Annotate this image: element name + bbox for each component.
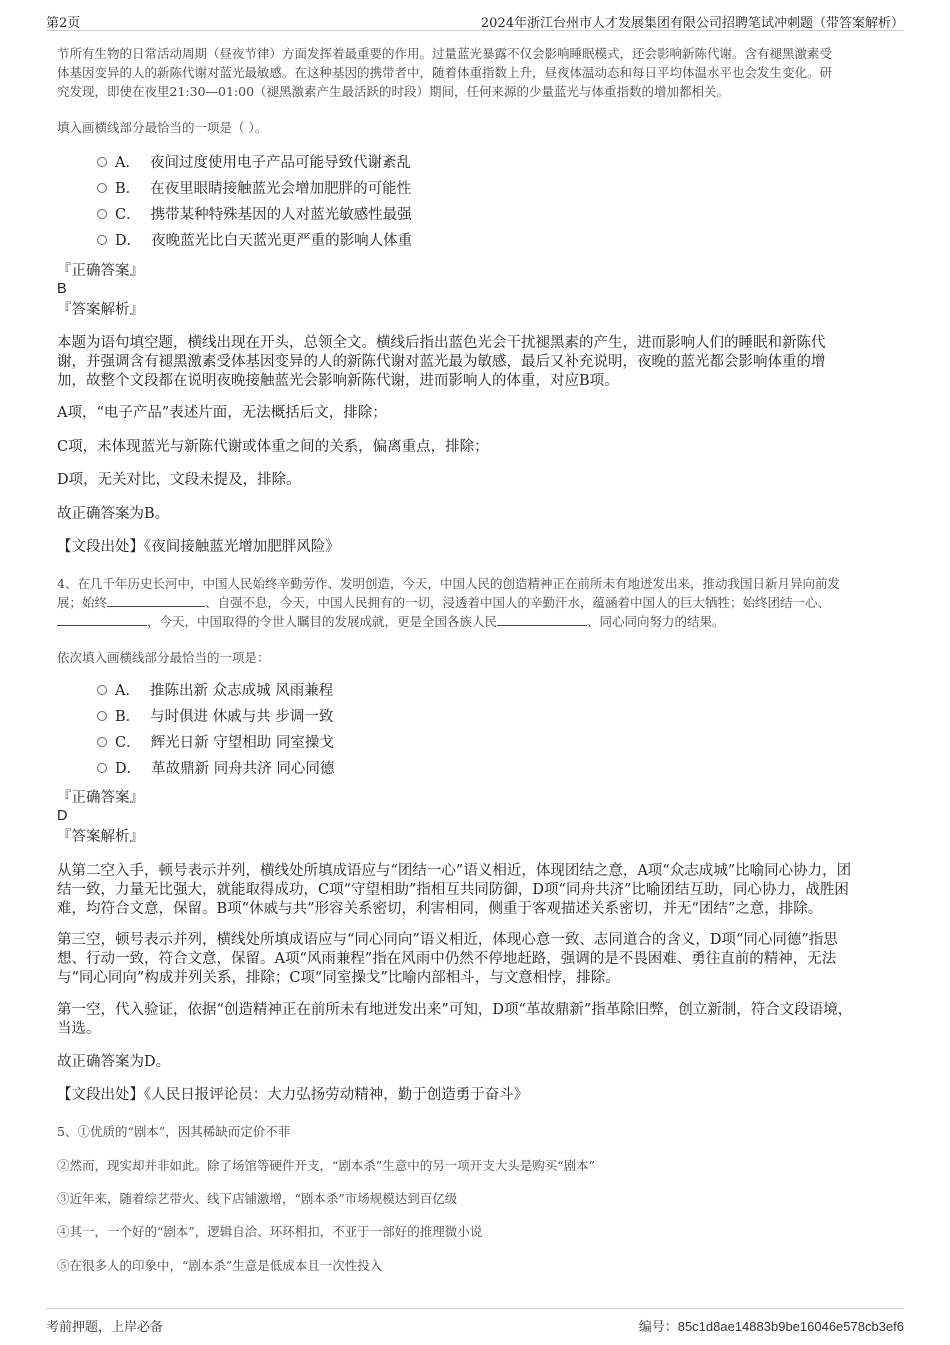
page-footer (46, 1308, 904, 1335)
q3-analysis: 本题为语句填空题，横线出现在开头，总领全文。横线后指出蓝色光会干扰褪黑素的产生，进而影响人们的睡眠和新陈代 谢，并强调含有褪黑激素受体基因变异的人的新陈代谢对蓝光最为敏感，最后又补充说明，夜晚的蓝光都会影响体重的增 加，故整个文段都在说明夜晚接触蓝光会影响新陈代谢，进而影响人的体重，对应B项。 (57, 335, 826, 389)
q4-analysis-p2: 第三空，顿号表示并列，横线处所填成语应与“同心同向”语义相近，体现心意一致、志同道合的含义，D项“同心同德”指思 想、行动一致，符合文意，保留。A项“风雨兼程”指在风雨中仍然不停地赶路，强调的是不畏困难、勇往直前的精神，无法 与“同心同向”构成并列关系，排除；C项“同室操戈”比喻内部相斗，与文意相悖，排除。 (57, 932, 838, 986)
q3-conclusion: 故正确答案为B。 (57, 506, 170, 522)
q3-option-c[interactable]: C． 携带某种特殊基因的人对蓝光敏感性最强 (97, 204, 412, 226)
document-title: 2024年浙江台州市人才发展集团有限公司招聘笔试冲刺题（带答案解析） (480, 16, 904, 31)
q4-stem: 4、在几千年历史长河中，中国人民始终辛勤劳作、发明创造，今天，中国人民的创造精神正在前所未有地迸发出来，推动我国日新月异向前发 展；始终 、自强不息，今天，中国人民拥有的一切，浸透着中国人的辛勤汗水，蕴涵着中国人的巨大牺牲；始终团结一心、 ，今天，中国取得的令世人瞩目的发展成就，更是全国各族人民 、同心同向努力的结果。 (57, 576, 840, 629)
q4-option-a[interactable]: A． 推陈出新 众志成城 风雨兼程 (97, 680, 334, 702)
radio-icon[interactable] (97, 685, 107, 695)
q3-answer: B (57, 281, 67, 297)
q4-analysis-label: 『答案解析』 (57, 829, 144, 845)
q5-item: ③近年来，随着综艺带火、线下店铺激增，“剧本杀”市场规模达到百亿级 (57, 1191, 458, 1206)
q3-option-d[interactable]: D． 夜晚蓝光比白天蓝光更严重的影响人体重 (97, 230, 412, 252)
radio-icon[interactable] (97, 763, 107, 773)
document-code: 编号：85c1d8ae14883b9be16046e578cb3ef6 (638, 1319, 904, 1335)
radio-icon[interactable] (97, 737, 107, 747)
page-number: 第2页 (46, 16, 81, 31)
q3-intro-line: 究发现，即使在夜里21:30—01:00（褪黑激素产生最活跃的时段）期间，任何来源的少量蓝光与体重指数的增加都相关。 (57, 84, 730, 99)
blank-2 (57, 613, 147, 626)
q4-analysis-p1: 从第二空入手，顿号表示并列，横线处所填成语应与“团结一心”语义相近，体现团结之意，A项“众志成城”比喻同心协力，团 结一致，力量无比强大，就能取得成功，C项“守望相助”指相互共同防御，D项“同舟共济”比喻团结互助，同心协力，战胜困 难，均符合文意，保留。B项“休戚与共”形容关系密切，利害相同，侧重于客观描述关系密切，并无“团结”之意，排除。 (57, 863, 852, 917)
q4-answer-label: 『正确答案』 (57, 790, 144, 806)
q3-options (97, 152, 412, 252)
q3-intro-line: 体基因变异的人的新陈代谢对蓝光最敏感。在这种基因的携带者中，随着体重指数上升，昼夜体温动态和每日平均体温水平也会发生变化。研 (57, 65, 833, 80)
q4-source: 【文段出处】《人民日报评论员：大力弘扬劳动精神，勤于创造勇于奋斗》 (57, 1087, 529, 1103)
q4-option-c[interactable]: C． 辉光日新 守望相助 同室操戈 (97, 732, 334, 754)
q3-note-a: A项，“电子产品”表述片面，无法概括后文，排除； (57, 405, 387, 421)
q3-prompt: 填入画横线部分最恰当的一项是（ ）。 (57, 120, 268, 135)
page-header (46, 10, 904, 31)
q5-item: ⑤在很多人的印象中，“剧本杀”生意是低成本且一次性投入 (57, 1258, 383, 1273)
q4-answer: D (57, 808, 68, 824)
q3-note-c: C项，未体现蓝光与新陈代谢或体重之间的关系，偏离重点，排除； (57, 439, 489, 455)
q4-option-d[interactable]: D． 革故鼎新 同舟共济 同心同德 (97, 758, 334, 780)
q3-intro-line: 节所有生物的日常活动周期（昼夜节律）方面发挥着最重要的作用。过量蓝光暴露不仅会影响睡眠模式，还会影响新陈代谢。含有褪黑激素受 (57, 46, 833, 61)
q3-note-d: D项，无关对比，文段未提及，排除。 (57, 472, 301, 488)
q3-intro (57, 44, 897, 101)
q4-option-b[interactable]: B． 与时俱进 休戚与共 步调一致 (97, 706, 334, 728)
q3-option-a[interactable]: A． 夜间过度使用电子产品可能导致代谢紊乱 (97, 152, 412, 174)
radio-icon[interactable] (97, 157, 107, 167)
q4-conclusion: 故正确答案为D。 (57, 1054, 171, 1070)
q3-source: 【文段出处】《夜间接触蓝光增加肥胖风险》 (57, 539, 340, 555)
radio-icon[interactable] (97, 711, 107, 721)
q3-answer-label: 『正确答案』 (57, 263, 144, 279)
q4-analysis-p3: 第一空，代入验证，依据“创造精神正在前所未有地迸发出来”可知，D项“革故鼎新”指革除旧弊，创立新制，符合文段语境， 当选。 (57, 1002, 853, 1037)
q4-options (97, 680, 334, 780)
radio-icon[interactable] (97, 183, 107, 193)
radio-icon[interactable] (97, 209, 107, 219)
q5-item: ④其一，一个好的“剧本”，逻辑自洽、环环相扣，不亚于一部好的推理微小说 (57, 1224, 483, 1239)
q5-item: ②然而，现实却并非如此。除了场馆等硬件开支，“剧本杀”生意中的另一项开支大头是购买“剧本” (57, 1158, 596, 1173)
footer-slogan: 考前押题，上岸必备 (46, 1320, 164, 1335)
q4-prompt: 依次填入画横线部分最恰当的一项是： (57, 650, 270, 665)
q3-analysis-label: 『答案解析』 (57, 302, 144, 318)
q3-option-b[interactable]: B． 在夜里眼睛接触蓝光会增加肥胖的可能性 (97, 178, 412, 200)
radio-icon[interactable] (97, 235, 107, 245)
q5-item: 5、①优质的“剧本”，因其稀缺而定价不菲 (57, 1124, 291, 1139)
blank-3 (497, 613, 587, 626)
blank-1 (107, 594, 205, 607)
